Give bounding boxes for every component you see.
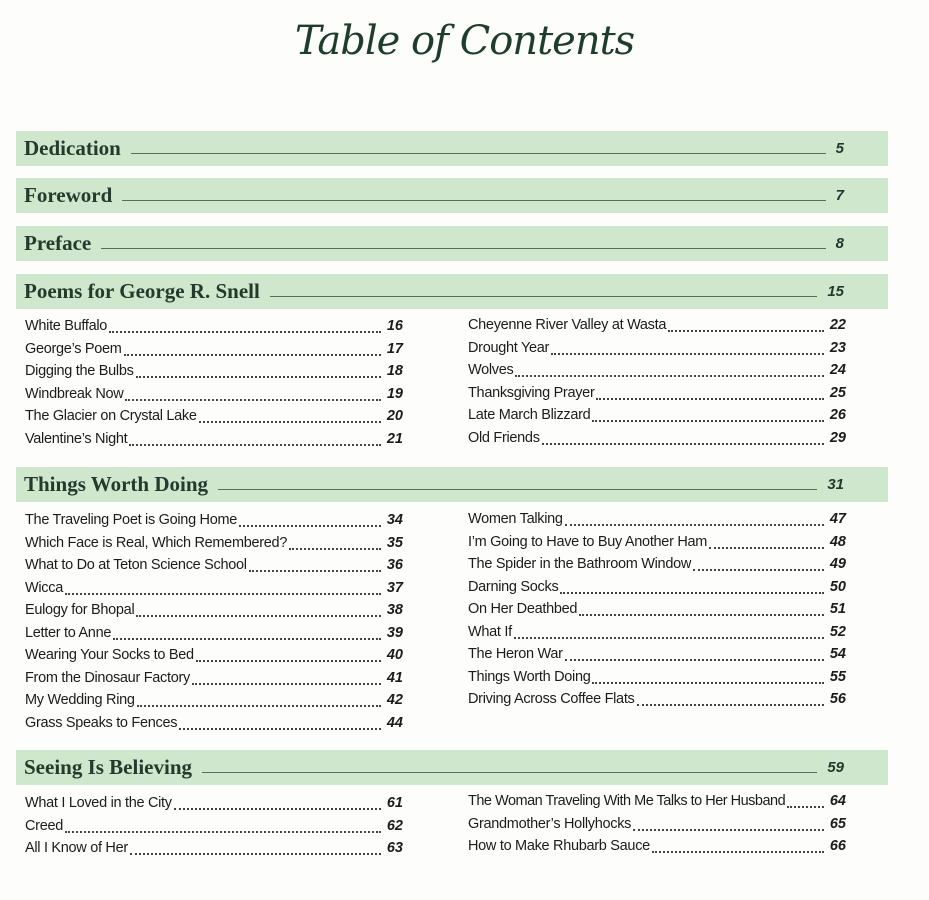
- entry-title: The Spider in the Bathroom Window: [468, 556, 692, 572]
- entry-title: Valentine’s Night: [25, 430, 128, 447]
- entry-page: 47: [829, 511, 846, 527]
- entry-title: Things Worth Doing: [468, 668, 591, 685]
- toc-entry[interactable]: [468, 337, 846, 360]
- leader-dots: [551, 353, 824, 355]
- entry-title: Cheyenne River Valley at Wasta: [468, 317, 667, 333]
- entry-title: Drought Year: [468, 339, 550, 356]
- bar-page: 8: [835, 235, 844, 252]
- toc-entry[interactable]: [25, 383, 403, 406]
- entry-title: My Wedding Ring: [25, 692, 135, 708]
- section-2-right-list: [468, 790, 846, 858]
- toc-entry[interactable]: [468, 835, 846, 858]
- leader-dots: [137, 705, 381, 707]
- toc-bar-dedication[interactable]: [16, 131, 888, 166]
- page-title: Table of Contents: [294, 18, 635, 64]
- leader-line: [270, 296, 818, 297]
- leader-dots: [592, 682, 824, 684]
- toc-entry[interactable]: [468, 598, 846, 621]
- leader-dots: [192, 683, 381, 685]
- toc-entry[interactable]: [25, 644, 403, 667]
- entry-page: 35: [386, 534, 403, 551]
- entry-page: 39: [386, 624, 403, 641]
- entry-title: Wearing Your Socks to Bed: [25, 647, 194, 663]
- entry-page: 21: [386, 430, 403, 447]
- toc-bar-preface[interactable]: [16, 226, 888, 261]
- entry-title: Thanksgiving Prayer: [468, 384, 595, 401]
- toc-entry[interactable]: [468, 404, 846, 427]
- entry-title: Which Face is Real, Which Remembered?: [25, 534, 288, 551]
- leader-dots: [787, 806, 824, 808]
- entry-page: 18: [386, 363, 403, 379]
- section-heading: Seeing Is Believing: [24, 755, 193, 779]
- entry-title: Digging the Bulbs: [25, 363, 134, 379]
- toc-entry[interactable]: [468, 643, 846, 666]
- section-page: 59: [827, 759, 844, 776]
- section-page: 31: [827, 476, 844, 493]
- entry-page: 25: [829, 384, 846, 401]
- entry-title: The Woman Traveling With Me Talks to Her Husband: [468, 793, 786, 809]
- entry-title: Letter to Anne: [25, 624, 112, 641]
- toc-entry[interactable]: [25, 792, 403, 815]
- bar-label: Preface: [24, 231, 92, 255]
- entry-title: The Glacier on Crystal Lake: [25, 408, 197, 424]
- leader-dots: [709, 547, 824, 549]
- bar-page: 5: [835, 140, 844, 157]
- section-bar-things-worth-doing[interactable]: [16, 467, 888, 502]
- leader-dots: [596, 398, 824, 400]
- entry-title: White Buffalo: [25, 318, 108, 334]
- leader-dots: [113, 638, 381, 640]
- leader-dots: [109, 331, 381, 333]
- leader-dots: [514, 637, 824, 639]
- toc-entry[interactable]: [25, 509, 403, 532]
- leader-dots: [515, 375, 824, 377]
- toc-entry[interactable]: [468, 314, 846, 337]
- entry-page: 40: [386, 647, 403, 663]
- toc-entry[interactable]: [25, 689, 403, 712]
- leader-dots: [129, 444, 381, 446]
- toc-entry[interactable]: [468, 553, 846, 576]
- toc-entry[interactable]: [25, 837, 403, 860]
- leader-dots: [249, 570, 381, 572]
- entry-title: Old Friends: [468, 429, 540, 446]
- entry-page: 51: [829, 601, 846, 617]
- entry-title: Grandmother’s Hollyhocks: [468, 815, 632, 832]
- toc-entry[interactable]: [468, 688, 846, 711]
- bar-label: Dedication: [24, 136, 121, 160]
- section-bar-poems-for-george[interactable]: [16, 274, 888, 309]
- entry-page: 17: [386, 340, 403, 357]
- entry-title: Wolves: [468, 362, 514, 378]
- entry-page: 63: [386, 840, 403, 856]
- entry-page: 64: [829, 793, 846, 809]
- section-heading: Things Worth Doing: [24, 472, 209, 496]
- entry-page: 34: [386, 512, 403, 528]
- leader-dots: [565, 524, 824, 526]
- leader-dots: [693, 569, 824, 571]
- leader-line: [202, 772, 817, 773]
- toc-entry[interactable]: [25, 360, 403, 383]
- leader-dots: [136, 376, 381, 378]
- entry-page: 37: [386, 579, 403, 596]
- leader-dots: [199, 421, 381, 423]
- leader-dots: [125, 399, 381, 401]
- toc-entry[interactable]: [25, 577, 403, 600]
- entry-title: All I Know of Her: [25, 840, 128, 856]
- entry-title: From the Dinosaur Factory: [25, 669, 190, 686]
- toc-entry[interactable]: [468, 427, 846, 450]
- leader-dots: [633, 829, 824, 831]
- bar-label: Foreword: [24, 183, 113, 207]
- entry-page: 61: [386, 795, 403, 811]
- toc-entry[interactable]: [25, 667, 403, 690]
- entry-page: 50: [829, 578, 846, 595]
- toc-entry[interactable]: [468, 359, 846, 382]
- toc-entry[interactable]: [25, 712, 403, 735]
- leader-dots: [668, 330, 824, 332]
- entry-title: Late March Blizzard: [468, 407, 591, 423]
- entry-page: 38: [386, 602, 403, 618]
- toc-entry[interactable]: [468, 666, 846, 689]
- entry-page: 44: [386, 714, 403, 731]
- entry-page: 20: [386, 408, 403, 424]
- toc-entry[interactable]: [468, 621, 846, 644]
- leader-dots: [652, 851, 824, 853]
- entry-title: Women Talking: [468, 511, 563, 527]
- entry-title: Creed: [25, 817, 63, 834]
- entry-title: Wicca: [25, 579, 63, 596]
- toc-entry[interactable]: [25, 815, 403, 838]
- entry-title: Darning Socks: [468, 578, 559, 595]
- toc-entry[interactable]: [25, 622, 403, 645]
- section-2-left-list: [25, 792, 403, 860]
- entry-title: Windbreak Now: [25, 385, 124, 402]
- entry-page: 29: [829, 429, 846, 446]
- entry-title: The Traveling Poet is Going Home: [25, 512, 238, 528]
- section-heading: Poems for George R. Snell: [24, 279, 260, 303]
- leader-dots: [579, 614, 824, 616]
- entry-page: 42: [386, 692, 403, 708]
- leader-line: [101, 248, 825, 249]
- entry-title: George’s Poem: [25, 340, 122, 357]
- entry-title: What I Loved in the City: [25, 795, 172, 811]
- section-0-right-list: [468, 314, 846, 449]
- leader-line: [131, 153, 826, 154]
- section-1-left-list: [25, 509, 403, 734]
- entry-page: 55: [829, 668, 846, 685]
- leader-dots: [174, 808, 381, 810]
- leader-dots: [560, 592, 824, 594]
- leader-dots: [542, 443, 824, 445]
- leader-dots: [130, 853, 381, 855]
- toc-entry[interactable]: [25, 532, 403, 555]
- toc-entry[interactable]: [25, 428, 403, 451]
- entry-page: 23: [829, 339, 846, 356]
- section-page: 15: [827, 283, 844, 300]
- leader-dots: [565, 659, 824, 661]
- toc-entry[interactable]: [25, 405, 403, 428]
- toc-entry[interactable]: [468, 531, 846, 554]
- leader-dots: [179, 728, 381, 730]
- entry-title: How to Make Rhubarb Sauce: [468, 838, 650, 854]
- bar-page: 7: [835, 187, 844, 204]
- leader-dots: [289, 548, 381, 550]
- leader-dots: [239, 525, 381, 527]
- leader-line: [122, 200, 825, 201]
- entry-title: I’m Going to Have to Buy Another Ham: [468, 533, 708, 550]
- toc-entry[interactable]: [25, 338, 403, 361]
- entry-title: What If: [468, 623, 512, 640]
- section-1-right-list: [468, 508, 846, 711]
- leader-dots: [592, 420, 824, 422]
- leader-dots: [637, 704, 824, 706]
- section-bar-seeing-is-believing[interactable]: [16, 750, 888, 785]
- entry-page: 66: [829, 838, 846, 854]
- toc-bar-foreword[interactable]: [16, 178, 888, 213]
- entry-title: On Her Deathbed: [468, 601, 578, 617]
- entry-page: 56: [829, 691, 846, 707]
- toc-entry[interactable]: [25, 315, 403, 338]
- entry-page: 22: [829, 317, 846, 333]
- entry-page: 48: [829, 533, 846, 550]
- leader-dots: [196, 660, 381, 662]
- entry-page: 54: [829, 646, 846, 662]
- entry-title: The Heron War: [468, 646, 563, 662]
- section-0-left-list: [25, 315, 403, 450]
- toc-entry[interactable]: [468, 790, 846, 813]
- leader-line: [218, 489, 817, 490]
- toc-entry[interactable]: [468, 576, 846, 599]
- entry-page: 24: [829, 362, 846, 378]
- entry-page: 52: [829, 623, 846, 640]
- leader-dots: [65, 593, 381, 595]
- toc-entry[interactable]: [468, 382, 846, 405]
- entry-title: Grass Speaks to Fences: [25, 714, 178, 731]
- entry-page: 62: [386, 817, 403, 834]
- entry-page: 19: [386, 385, 403, 402]
- entry-page: 49: [829, 556, 846, 572]
- entry-title: What to Do at Teton Science School: [25, 557, 247, 573]
- entry-page: 16: [386, 318, 403, 334]
- leader-dots: [65, 831, 381, 833]
- entry-page: 36: [386, 557, 403, 573]
- entry-title: Driving Across Coffee Flats: [468, 691, 635, 707]
- toc-entry[interactable]: [468, 813, 846, 836]
- entry-page: 41: [386, 669, 403, 686]
- leader-dots: [124, 354, 381, 356]
- leader-dots: [136, 615, 381, 617]
- toc-entry[interactable]: [468, 508, 846, 531]
- entry-page: 26: [829, 407, 846, 423]
- entry-title: Eulogy for Bhopal: [25, 602, 135, 618]
- toc-entry[interactable]: [25, 554, 403, 577]
- toc-entry[interactable]: [25, 599, 403, 622]
- entry-page: 65: [829, 815, 846, 832]
